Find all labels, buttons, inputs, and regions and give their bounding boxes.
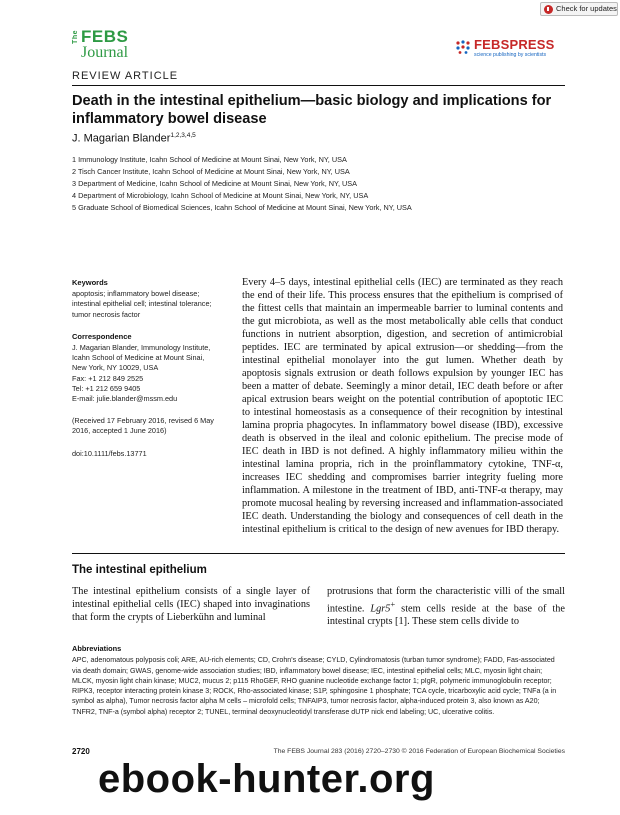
keywords-line: tumor necrosis factor: [72, 309, 141, 319]
correspondence-email[interactable]: E-mail: julie.blander@mssm.edu: [72, 394, 178, 404]
affiliation-line: 5 Graduate School of Biomedical Sciences, Icahn School of Medicine at Mount Sinai, New York, NY, USA: [72, 203, 412, 212]
affiliation-line: 1 Immunology Institute, Icahn School of Medicine at Mount Sinai, New York, NY, USA: [72, 155, 347, 164]
gene-superscript: +: [390, 599, 396, 609]
watermark: ebook-hunter.org: [98, 757, 435, 801]
correspondence-line: Icahn School of Medicine at Mount Sinai,: [72, 353, 205, 363]
author-line: [72, 132, 196, 145]
publisher-name: FEBSPRESS: [474, 37, 555, 52]
header-divider: [72, 85, 565, 86]
correspondence-line: New York, NY 10029, USA: [72, 363, 159, 373]
received-line: (Received 17 February 2016, revised 6 May: [72, 416, 214, 426]
author-name: J. Magarian Blander: [72, 132, 171, 145]
abbreviations-text: APC, adenomatous polyposis coli; ARE, AU-rich elements; CD, Crohn's disease; CYLD, Cylindromatosis (turban tumor syndrome); FADD, Fas-associated via death domain; GWAS, genome-wide association studies; IBD, inflammatory bowel disease; IEC, intestinal epithelial cells; MLC, myosin light chain; MLCK, myosin light chain kinase; MUC2, mucus 2; p115 RhoGEF, RHO guanine nucleotide exchange factor 1; pIgR, polymeric immunoglobulin receptor; RIPK3, receptor interacting protein kinase 3; ROCK, Rho-associated kinase; S1P, sphingosine 1 phosphate; TCA cycle, tricarboxylic acid cycle; TNFa (a in symbol as alpha), Tumor necrosis factor alpha M cells – microfold cells; TNFAIP3, tumor necrosis factor, alpha-induced protein 3, also known as A20; TNFR2, TNF-a (symbol alpha) receptor 2; TUNEL, terminal deoxynucleotidyl transferase dUTP nick end labeling; UC, ulcerative colitis.: [72, 656, 557, 716]
check-for-updates-label: Check for updates: [556, 4, 617, 13]
body-text-right-column: [327, 585, 565, 628]
affiliations: [72, 154, 562, 214]
abbreviations-heading: Abbreviations: [72, 644, 122, 653]
received-line: 2016, accepted 1 June 2016): [72, 426, 167, 436]
running-footer: The FEBS Journal 283 (2016) 2720–2730 © 2016 Federation of European Biochemical Societies: [273, 748, 565, 755]
abstract: Every 4–5 days, intestinal epithelial cells (IEC) are terminated as they reach the end of their life. This process ensures that the epithelium is comprised of the fittest cells that maintain an impermeable barrier to luminal contents and the gut microbiota, as well as the most metabolically able cells that conduct functions in nutrient absorption, digestion, and secretion of antimicrobial peptides. IEC are terminated by apical extrusion—or shedding—from the intestinal epithelial monolayer into the gut lumen. Whether death by apoptosis signals extrusion or death follows expulsion by younger IEC has been a matter of debate. Seemingly a minor detail, IEC death before or after apical extrusion bears weight on the potential contribution of apoptotic IEC to intestinal homeostasis as a consequence of their recognition by intestinal lamina propria phagocytes. In inflammatory bowel disease (IBD), excessive death is observed in the ileal and colonic epithelium. The precise mode of IEC death in IBD is not defined. A highly inflammatory milieu within the intestinal lamina propria, rich in the proinflammatory cytokine, TNF-α, increases IEC shedding and compromises barrier integrity fueling more inflammation. A milestone in the treatment of IBD, anti-TNF-α therapy, may promote mucosal healing by reversing increased and inflammation-associated IEC death. Understanding the biology and consequences of cell death in the intestinal epithelium is critical to the design of new avenues for IBD therapy.: [242, 277, 563, 535]
update-badge-icon: [544, 5, 553, 14]
keywords-line: intestinal epithelial cell; intestinal tolerance;: [72, 299, 212, 309]
correspondence-heading: Correspondence: [72, 331, 132, 341]
journal-logo-journal: Journal: [81, 44, 129, 61]
correspondence-line: J. Magarian Blander, Immunology Institute,: [72, 343, 211, 353]
correspondence-block: [72, 332, 232, 404]
keywords-block: [72, 278, 232, 320]
article-type-label: REVIEW ARTICLE: [72, 70, 179, 82]
author-affiliation-marks: 1,2,3,4,5: [170, 132, 196, 139]
affiliation-line: 3 Department of Medicine, Icahn School of Medicine at Mount Sinai, New York, NY, USA: [72, 179, 357, 188]
affiliation-line: 2 Tisch Cancer Institute, Icahn School of Medicine at Mount Sinai, New York, NY, USA: [72, 167, 350, 176]
journal-logo: [72, 29, 144, 65]
page-number: 2720: [72, 747, 90, 756]
journal-logo-the: The: [72, 30, 79, 44]
abbreviations-block: [72, 644, 565, 717]
publisher-tagline: science publishing by scientists: [474, 52, 547, 58]
body-text-left-column: The intestinal epithelium consists of a single layer of intestinal epithelial cells (IEC) shaped into invaginations that form the crypts of Lieberkühn and luminal: [72, 586, 310, 623]
body-text-right-part: stem cells reside at the base of the intestinal crypts [1]. These stem cells divide to: [327, 603, 565, 628]
article-title: Death in the intestinal epithelium—basic biology and implications for inflammatory bowel disease: [72, 93, 552, 127]
publisher-logo: [455, 37, 565, 61]
febs-press-dots-icon: [455, 39, 471, 55]
keywords-line: apoptosis; inflammatory bowel disease;: [72, 289, 200, 299]
section-divider: [72, 553, 565, 554]
journal-logo-febs: FEBS: [81, 27, 129, 46]
correspondence-line: Tel: +1 212 659 9405: [72, 383, 141, 393]
affiliation-line: 4 Department of Microbiology, Icahn School of Medicine at Mount Sinai, New York, NY, USA: [72, 191, 369, 200]
body-text-right-part: protrusions that form the characteristic villi of the small intestine.: [327, 586, 565, 615]
keywords-heading: Keywords: [72, 278, 108, 287]
check-for-updates-button[interactable]: [540, 2, 618, 16]
gene-name: Lgr5: [370, 603, 391, 615]
doi-link[interactable]: doi:10.1111/febs.13771: [72, 448, 147, 458]
section-heading: The intestinal epithelium: [72, 564, 207, 576]
correspondence-line: Fax: +1 212 849 2525: [72, 373, 144, 383]
received-dates: [72, 416, 232, 436]
article-sidebar: [72, 278, 232, 459]
